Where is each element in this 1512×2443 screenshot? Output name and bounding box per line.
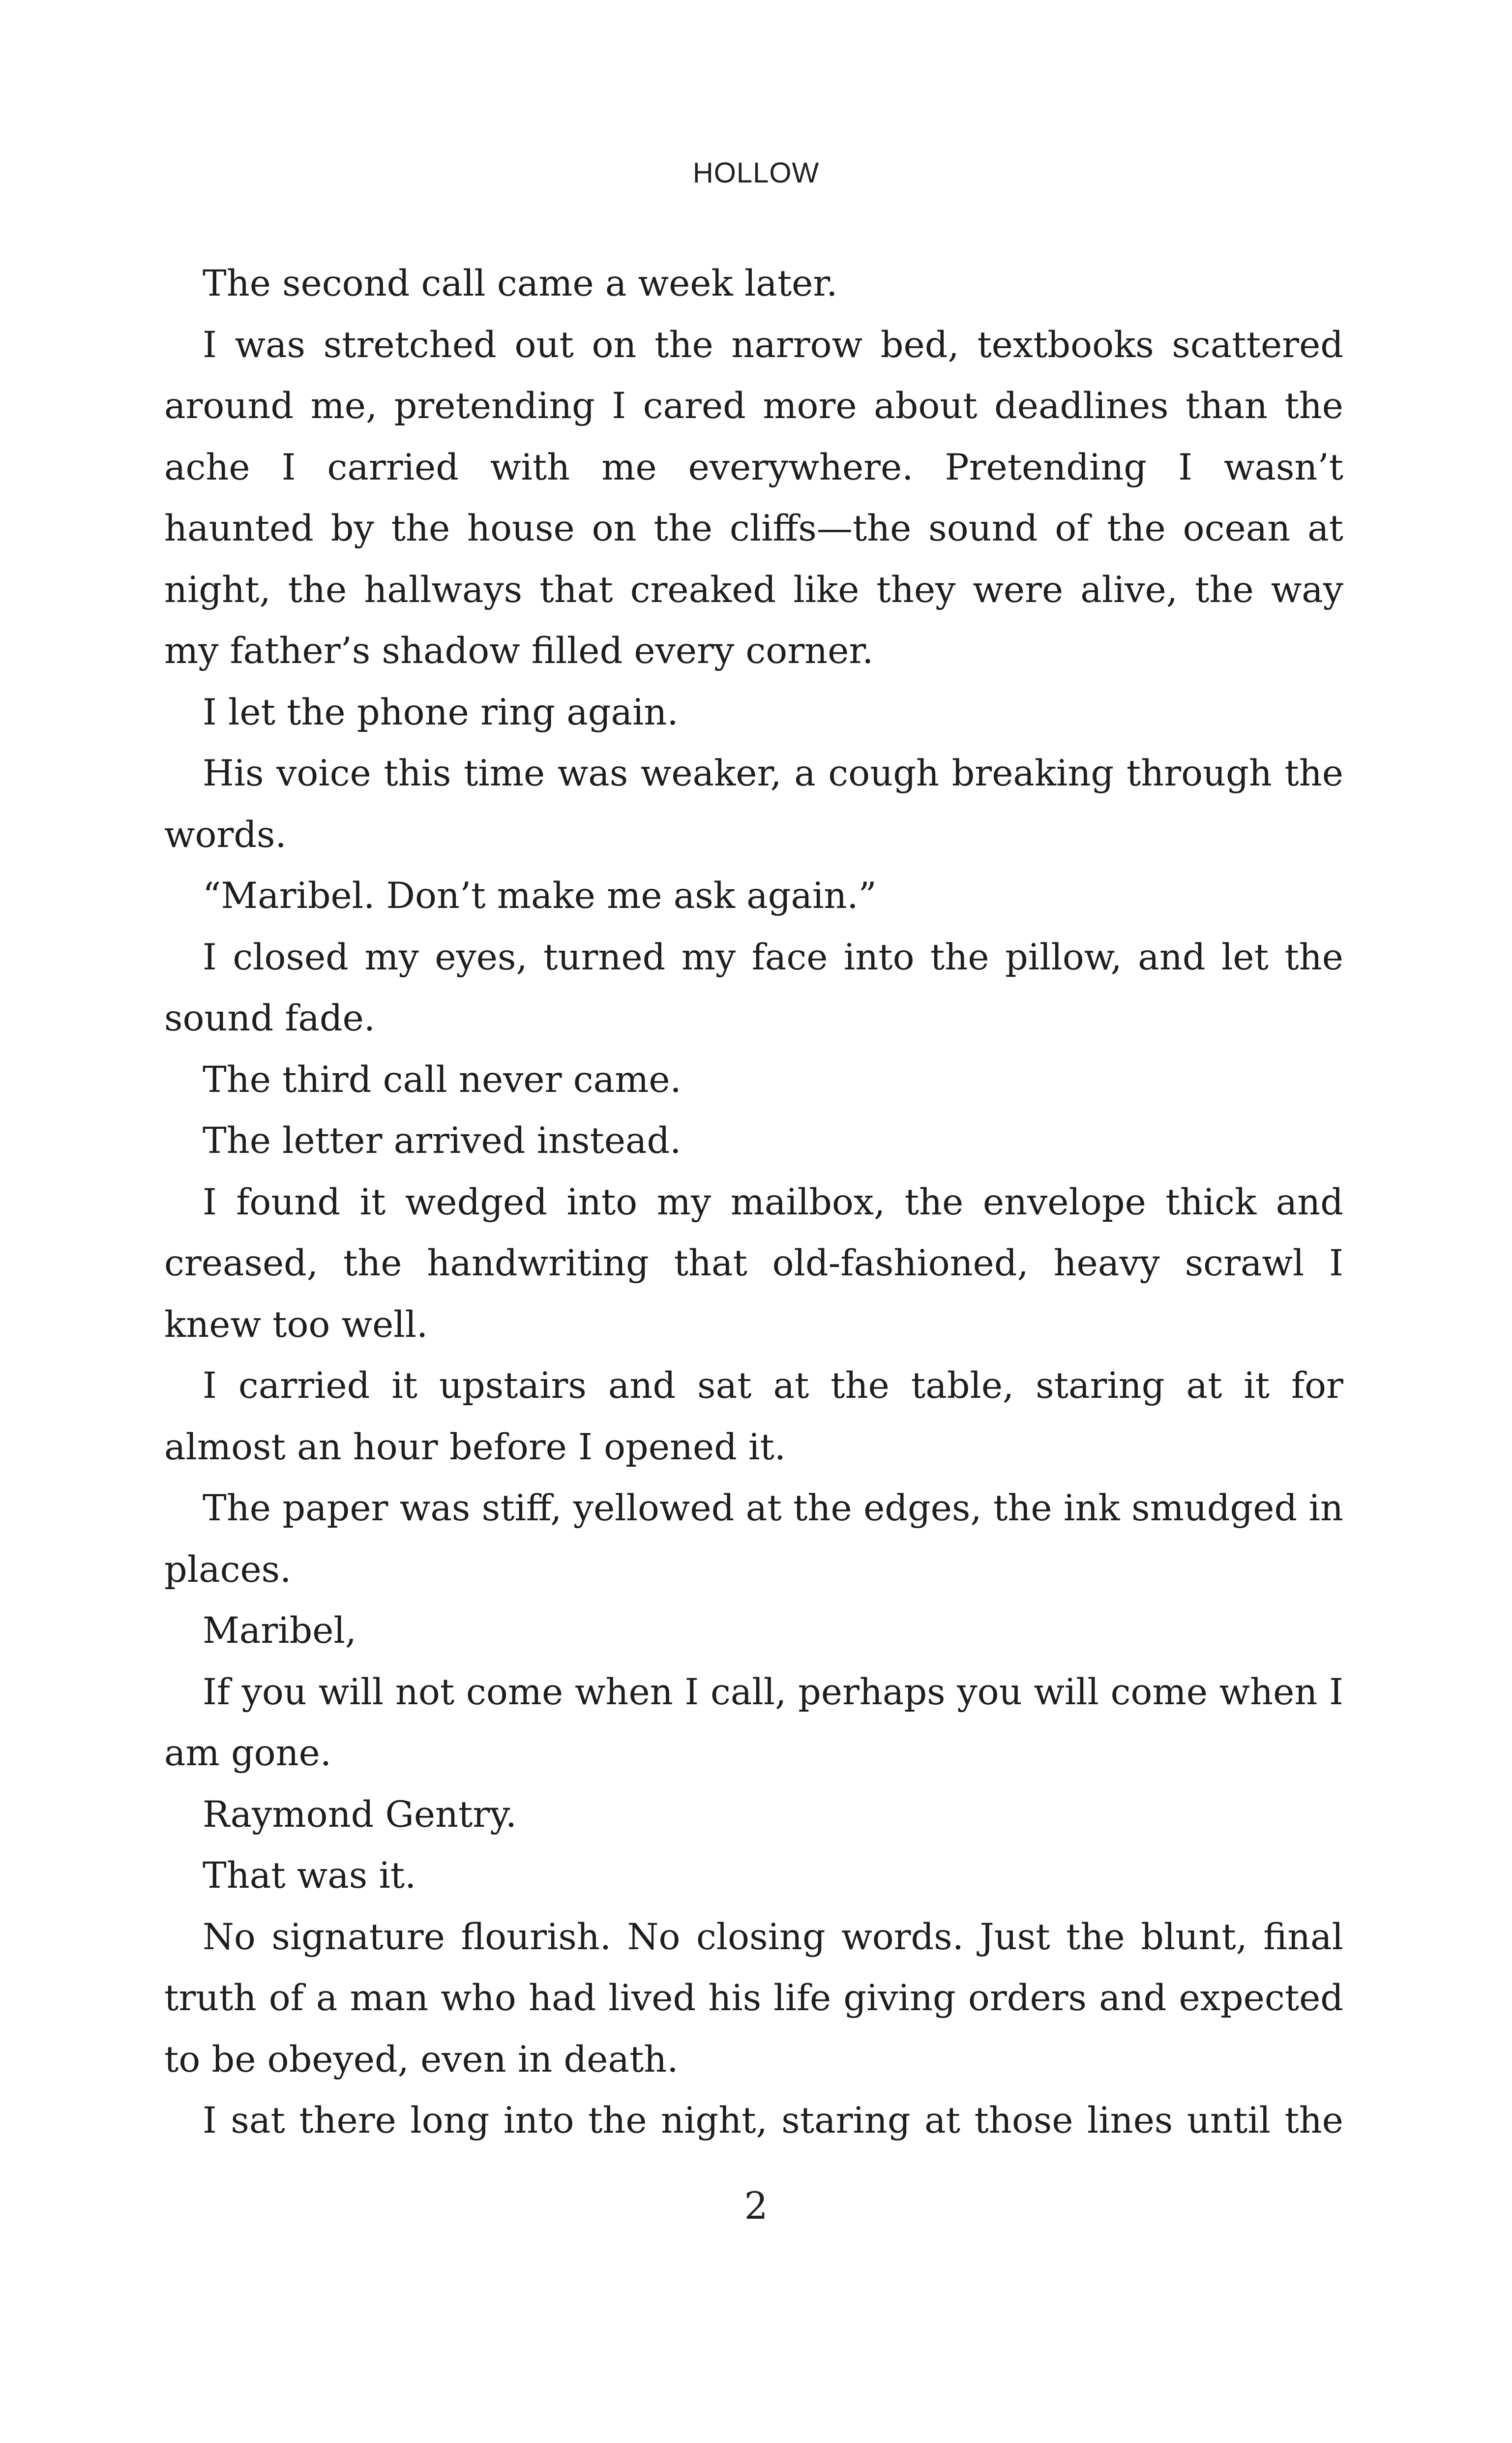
- paragraph: The third call never came.: [203, 1058, 682, 1101]
- paragraph: No signature flourish. No closing words. Just the blunt, final truth of a man who had lived his life giving orders and expected to be obeyed, even in death.: [164, 1916, 1343, 2081]
- paragraph: The second call came a week later.: [203, 263, 838, 304]
- letter-signature: Raymond Gentry.: [203, 1793, 517, 1836]
- paragraph: The letter arrived instead.: [203, 1120, 682, 1162]
- paragraph: “Maribel. Don’t make me ask again.”: [203, 875, 877, 917]
- letter-salutation: Maribel,: [203, 1610, 356, 1652]
- body-text: [164, 253, 1343, 2152]
- paragraph: I closed my eyes, turned my face into the pillow, and let the sound fade.: [164, 936, 1343, 1039]
- paragraph: I found it wedged into my mailbox, the envelope thick and creased, the handwriting that old-fashioned, heavy scrawl I knew too well.: [164, 1181, 1343, 1346]
- paragraph: I carried it upstairs and sat at the table, staring at it for almost an hour before I opened it.: [164, 1365, 1343, 1468]
- paragraph-continued: I sat there long into the night, staring at those lines until the: [203, 2100, 1343, 2141]
- paragraph: That was it.: [203, 1855, 416, 1897]
- paragraph: I let the phone ring again.: [203, 691, 679, 733]
- letter-body: If you will not come when I call, perhaps you will come when I am gone.: [164, 1671, 1343, 1774]
- paragraph: His voice this time was weaker, a cough breaking through the words.: [164, 753, 1343, 856]
- paragraph: The paper was stiff, yellowed at the edges, the ink smudged in places.: [164, 1487, 1343, 1591]
- paragraph: I was stretched out on the narrow bed, textbooks scattered around me, pretending I cared more about deadlines than the ache I carried with me everywhere. Pretending I wasn’t haunted by the house on the cliffs—the sound of the ocean at night, the hallways that creaked like they were alive, the way my father’s shadow filled every corner.: [164, 324, 1343, 672]
- page-number: 2: [744, 2184, 768, 2228]
- running-head: HOLLOW: [692, 157, 820, 189]
